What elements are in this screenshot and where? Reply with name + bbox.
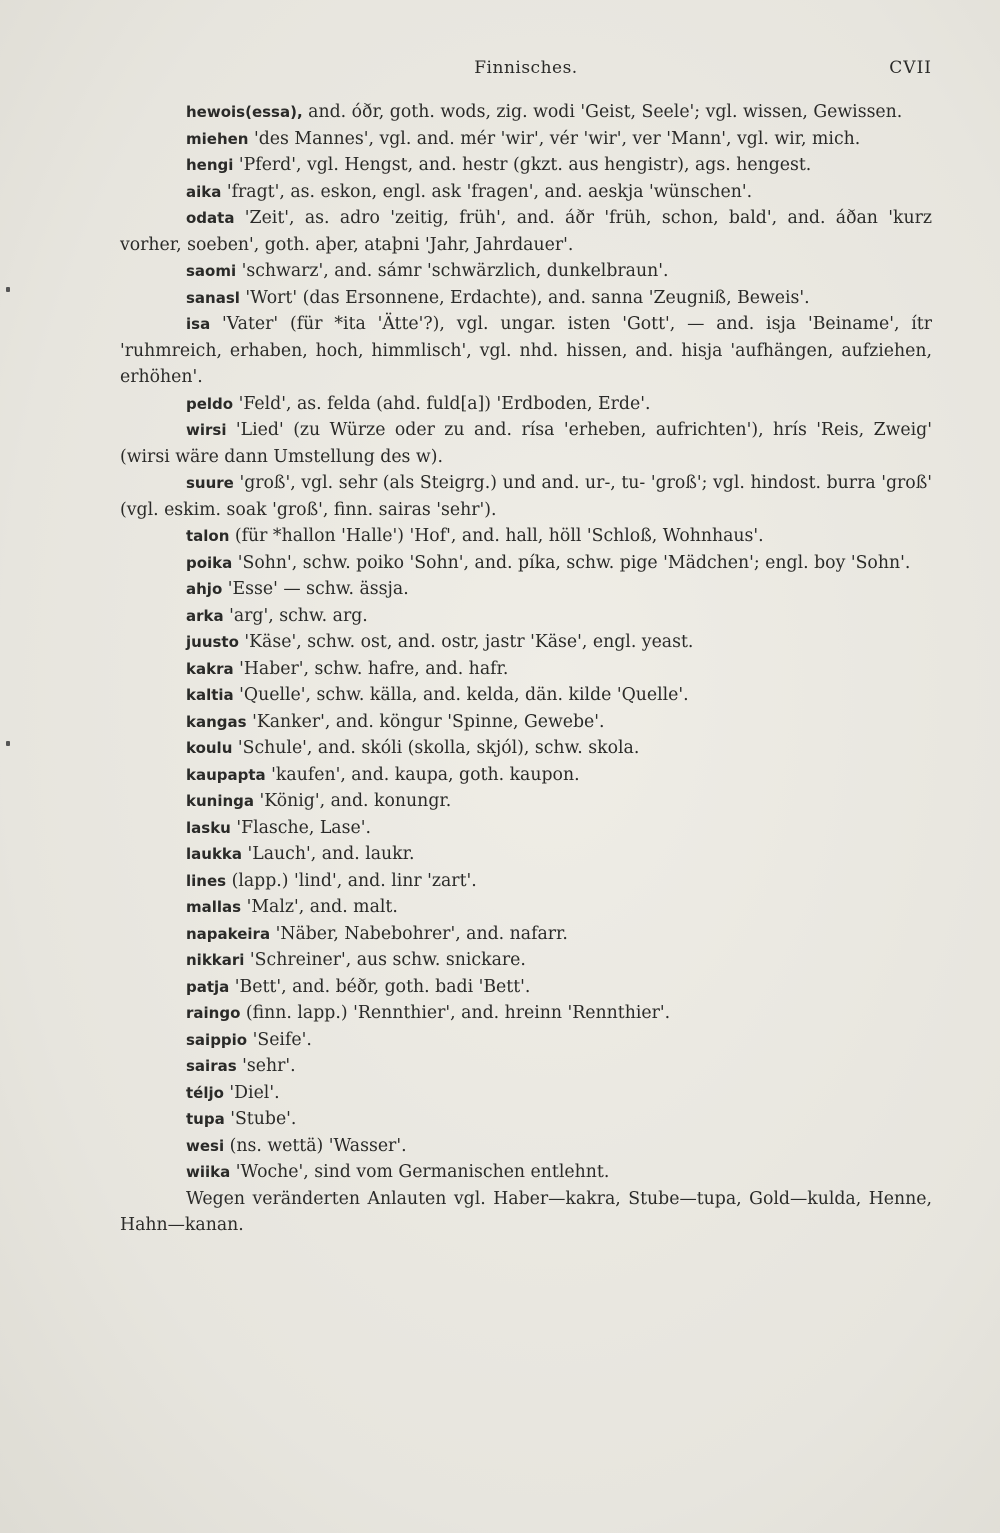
glossary-entry [120, 603, 932, 630]
glossary-entry [120, 152, 932, 179]
entry-headword: peldo [186, 394, 234, 413]
entry-headword: kuninga [186, 792, 255, 810]
entry-headword: wiika [186, 1163, 231, 1181]
entry-text: 'Schule', and. skóli (skolla, skjól), schw. skola. [232, 738, 640, 758]
glossary-entry [120, 1133, 932, 1160]
entry-headword: ahjo [186, 580, 223, 598]
entry-text: (ns. wettä) 'Wasser'. [224, 1135, 407, 1156]
entry-headword: lines [186, 871, 227, 890]
entry-headword: lasku [186, 818, 231, 837]
entry-headword: tupa [186, 1110, 225, 1128]
page-header [120, 58, 932, 86]
entry-text: 'schwarz', and. sámr 'schwärzlich, dunkelbraun'. [236, 261, 669, 281]
glossary-entry [120, 1000, 932, 1027]
glossary-entry [120, 1027, 932, 1054]
glossary-entry [120, 311, 932, 391]
entry-text: 'Stube'. [224, 1109, 297, 1129]
glossary-entry [120, 1186, 932, 1239]
entry-text: 'Kanker', and. köngur 'Spinne, Gewebe'. [246, 711, 605, 732]
entry-headword: poika [186, 553, 233, 572]
glossary-text [120, 99, 932, 1239]
glossary-entry [120, 841, 932, 868]
entry-text: 'Malz', and. malt. [241, 897, 398, 917]
glossary-entry [120, 788, 932, 815]
entry-headword: mallas [186, 898, 242, 916]
entry-text: 'Zeit', as. adro 'zeitig, früh', and. áðr 'früh, schon, bald', and. áðan 'kurz vorher, soeben', goth. aþer, ataþni 'Jahr, Jahrdauer'. [120, 208, 932, 255]
page-number: CVII [889, 58, 932, 78]
entry-headword: kangas [186, 712, 247, 731]
entry-headword: hewois(essa), [186, 103, 303, 121]
glossary-entry [120, 682, 932, 709]
glossary-entry [120, 709, 932, 736]
glossary-entry [120, 99, 932, 126]
glossary-entry [120, 391, 932, 418]
entry-headword: nikkari [186, 951, 245, 969]
entry-text: Wegen veränderten Anlauten vgl. Haber—kakra, Stube—tupa, Gold—kulda, Henne, Hahn—kanan. [120, 1188, 932, 1235]
entry-headword: napakeira [186, 924, 271, 943]
entry-text: 'Haber', schw. hafre, and. hafr. [233, 658, 509, 679]
entry-text: 'des Mannes', vgl. and. mér 'wir', vér 'wir', ver 'Mann', vgl. wir, mich. [248, 128, 861, 149]
glossary-entry [120, 762, 932, 789]
entry-headword: raingo [186, 1004, 241, 1022]
entry-text: 'Flasche, Lase'. [230, 817, 371, 838]
entry-headword: kaltia [186, 686, 234, 704]
entry-headword: aika [186, 182, 222, 201]
entry-text: 'Lied' (zu Würze oder zu and. rísa 'erheben, aufrichten'), hrís 'Reis, Zweig' (wirsi wäre dann Umstellung des w). [120, 420, 932, 467]
glossary-entry [120, 576, 932, 603]
entry-headword: miehen [186, 129, 249, 148]
glossary-entry [120, 735, 932, 762]
margin-mark [6, 287, 10, 292]
entry-text: 'Bett', and. béðr, goth. badi 'Bett'. [229, 976, 531, 997]
entry-text: 'Lauch', and. laukr. [242, 844, 415, 864]
glossary-entry [120, 894, 932, 921]
glossary-entry [120, 285, 932, 312]
entry-text: 'Pferd', vgl. Hengst, and. hestr (gkzt. aus hengistr), ags. hengest. [233, 155, 812, 175]
entry-headword: laukka [186, 845, 243, 863]
entry-headword: téljo [186, 1083, 224, 1102]
entry-headword: hengi [186, 156, 234, 174]
entry-headword: kaupapta [186, 765, 266, 784]
entry-text: 'Esse' — schw. ässja. [222, 579, 409, 599]
entry-text: (finn. lapp.) 'Rennthier', and. hreinn 'Rennthier'. [240, 1003, 671, 1023]
entry-text: 'Woche', sind vom Germanischen entlehnt. [230, 1162, 610, 1182]
entry-headword: saippio [186, 1030, 248, 1049]
entry-text: and. óðr, goth. wods, zig. wodi 'Geist, Seele'; vgl. wissen, Gewissen. [302, 102, 903, 122]
glossary-entry [120, 1080, 932, 1107]
entry-text: 'Feld', as. felda (ahd. fuld[a]) 'Erdboden, Erde'. [233, 393, 651, 414]
glossary-entry [120, 1106, 932, 1133]
entry-headword: wirsi [186, 421, 227, 439]
entry-text: 'arg', schw. arg. [223, 605, 368, 626]
glossary-entry [120, 179, 932, 206]
entry-headword: sanasl [186, 288, 240, 307]
entry-text: 'Schreiner', aus schw. snickare. [244, 950, 526, 970]
entry-headword: sairas [186, 1057, 237, 1075]
glossary-entry [120, 523, 932, 550]
glossary-entry [120, 1159, 932, 1186]
entry-headword: odata [186, 209, 235, 227]
entry-headword: saomi [186, 262, 237, 280]
glossary-entry [120, 629, 932, 656]
entry-text: 'Käse', schw. ost, and. ostr, jastr 'Käse', engl. yeast. [238, 632, 694, 652]
glossary-entry [120, 126, 932, 153]
entry-headword: kakra [186, 659, 234, 678]
margin-mark [6, 741, 10, 746]
entry-text: 'König', and. konungr. [254, 791, 452, 811]
entry-headword: isa [186, 315, 211, 333]
entry-text: 'Diel'. [223, 1082, 280, 1103]
entry-headword: talon [186, 527, 230, 545]
entry-text: 'sehr'. [236, 1056, 296, 1076]
entry-headword: suure [186, 474, 234, 492]
glossary-entry [120, 947, 932, 974]
entry-text: 'kaufen', and. kaupa, goth. kaupon. [265, 764, 580, 785]
glossary-entry [120, 656, 932, 683]
glossary-entry [120, 815, 932, 842]
entry-text: 'fragt', as. eskon, engl. ask 'fragen', and. aeskja 'wünschen'. [221, 181, 753, 202]
entry-headword: patja [186, 977, 230, 996]
entry-text: 'Seife'. [247, 1029, 312, 1050]
running-title: Finnisches. [474, 58, 578, 78]
glossary-entry [120, 470, 932, 523]
glossary-entry [120, 417, 932, 470]
entry-headword: arka [186, 606, 224, 625]
entry-text: 'groß', vgl. sehr (als Steigrg.) und and. ur-, tu- 'groß'; vgl. hindost. burra 'groß' (vgl. eskim. soak 'groß', finn. sairas 'sehr'). [120, 473, 932, 520]
glossary-entry [120, 1053, 932, 1080]
glossary-entry [120, 868, 932, 895]
glossary-entry [120, 258, 932, 285]
entry-text: (für *hallon 'Halle') 'Hof', and. hall, höll 'Schloß, Wohnhaus'. [229, 526, 764, 546]
entry-text: 'Näber, Nabebohrer', and. nafarr. [270, 923, 568, 944]
entry-text: 'Sohn', schw. poiko 'Sohn', and. píka, schw. pige 'Mädchen'; engl. boy 'Sohn'. [232, 552, 911, 573]
entry-headword: koulu [186, 739, 233, 757]
glossary-entry [120, 205, 932, 258]
entry-text: (lapp.) 'lind', and. linr 'zart'. [226, 870, 477, 891]
entry-text: 'Vater' (für *ita 'Ätte'?), vgl. ungar. isten 'Gott', — and. isja 'Beiname', ítr 'ruhmreich, erhaben, hoch, himmlisch', vgl. nhd. hissen, and. hisja 'aufhängen, aufziehen, erhöhen'. [120, 314, 932, 387]
glossary-entry [120, 974, 932, 1001]
glossary-entry [120, 921, 932, 948]
entry-headword: wesi [186, 1136, 225, 1155]
entry-headword: juusto [186, 633, 239, 651]
entry-text: 'Quelle', schw. källa, and. kelda, dän. kilde 'Quelle'. [233, 685, 689, 705]
entry-text: 'Wort' (das Ersonnene, Erdachte), and. sanna 'Zeugniß, Beweis'. [239, 287, 810, 308]
glossary-entry [120, 550, 932, 577]
